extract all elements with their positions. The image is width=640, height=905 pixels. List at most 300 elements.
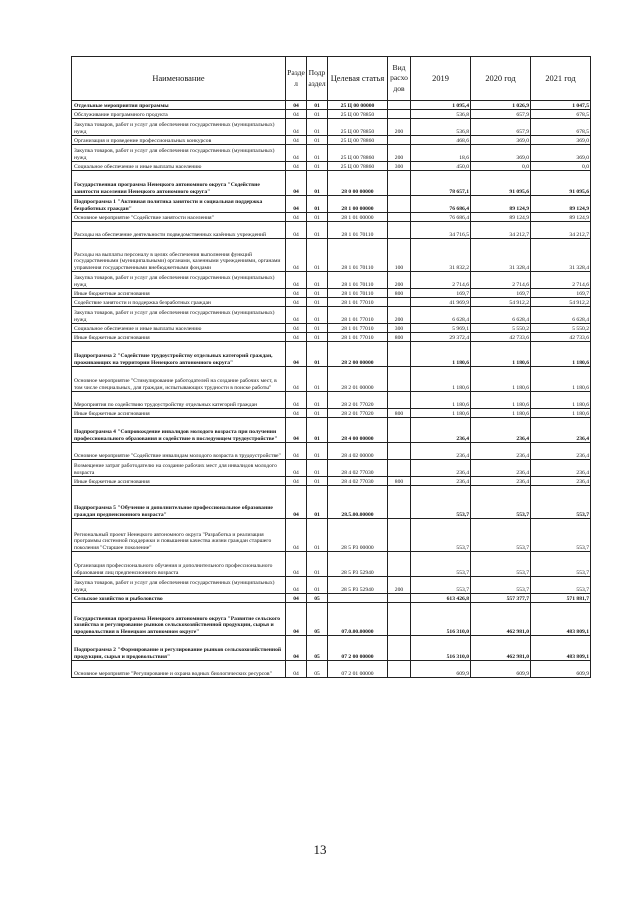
row-value-2019: 2 714,6 (411, 272, 471, 289)
row-value-2019: 34 716,5 (411, 222, 471, 239)
row-target-article: 28 4 02 77030 (328, 477, 388, 486)
row-expense-type: 800 (388, 409, 411, 418)
table-row (72, 145, 591, 162)
row-value-2019: 169,7 (411, 289, 471, 298)
row-name: Закупка товаров, работ и услуг для обеспечения государственных (муниципальных) нужд (72, 577, 286, 594)
table-row (72, 101, 591, 110)
table-row (72, 392, 591, 409)
row-subsection: 01 (307, 222, 328, 239)
row-section: 04 (286, 636, 307, 661)
row-name: Мероприятия по содействию трудоустройству отдельных категорий граждан (72, 392, 286, 409)
row-name: Подпрограмма 2 "Содействие трудоустройству отдельных категорий граждан, проживающих на территории Ненецкого автономного округа" (72, 342, 286, 367)
row-value-2020: 236,4 (471, 460, 531, 477)
row-target-article: 07 2 01 00000 (328, 661, 388, 678)
row-value-2020: 54 912,2 (471, 298, 531, 307)
row-value-2020: 34 212,7 (471, 222, 531, 239)
row-value-2021: 483 809,1 (531, 636, 591, 661)
row-subsection: 01 (307, 486, 328, 519)
table-row (72, 342, 591, 367)
row-expense-type: 100 (388, 239, 411, 272)
table-row (72, 477, 591, 486)
row-target-article: 25 Ц 00 78860 (328, 162, 388, 171)
row-value-2020: 5 550,2 (471, 324, 531, 333)
row-value-2021: 42 733,6 (531, 333, 591, 342)
row-target-article: 25 Ц 00 78850 (328, 110, 388, 119)
row-value-2020: 31 328,4 (471, 239, 531, 272)
row-value-2021: 678,5 (531, 110, 591, 119)
row-target-article: 28 5 P3 52940 (328, 577, 388, 594)
table-row (72, 196, 591, 213)
row-expense-type (388, 636, 411, 661)
row-value-2021: 6 628,4 (531, 307, 591, 324)
row-subsection: 01 (307, 298, 328, 307)
row-target-article: 28 1 01 77010 (328, 324, 388, 333)
table-row (72, 239, 591, 272)
row-value-2019: 1 180,6 (411, 367, 471, 392)
row-target-article (328, 594, 388, 603)
row-value-2019: 613 426,8 (411, 594, 471, 603)
row-name: Государственная программа Ненецкого автономного округа "Содействие занятости населения Ненецкого автономного округа" (72, 171, 286, 196)
row-value-2021: 483 809,1 (531, 603, 591, 636)
row-value-2021: 1 047,5 (531, 101, 591, 110)
row-target-article: 28 1 01 00000 (328, 213, 388, 222)
row-section: 04 (286, 307, 307, 324)
row-value-2020: 2 714,6 (471, 272, 531, 289)
table-row (72, 519, 591, 552)
row-expense-type (388, 594, 411, 603)
row-name: Иные бюджетные ассигнования (72, 409, 286, 418)
header-target: Целевая статья (328, 57, 388, 101)
row-expense-type: 200 (388, 119, 411, 136)
row-value-2020: 553,7 (471, 577, 531, 594)
row-expense-type (388, 101, 411, 110)
row-name: Социальное обеспечение и иные выплаты населению (72, 162, 286, 171)
row-value-2020: 89 124,9 (471, 213, 531, 222)
row-name: Подпрограмма 4 "Сопровождение инвалидов молодого возраста при получении профессионального образования и содействие в последующем трудоустройстве" (72, 418, 286, 443)
row-target-article: 25 Ц 00 78850 (328, 119, 388, 136)
row-expense-type (388, 443, 411, 460)
table-header-row (72, 57, 591, 101)
row-name: Сельское хозяйство и рыболовство (72, 594, 286, 603)
row-value-2019: 536,8 (411, 119, 471, 136)
row-section: 04 (286, 324, 307, 333)
row-value-2020: 657,9 (471, 110, 531, 119)
row-value-2021: 2 714,6 (531, 272, 591, 289)
row-name: Содействие занятости и поддержка безработных граждан (72, 298, 286, 307)
row-value-2021: 89 124,9 (531, 213, 591, 222)
row-value-2021: 571 881,7 (531, 594, 591, 603)
row-value-2021: 1 180,6 (531, 367, 591, 392)
row-value-2019: 536,8 (411, 110, 471, 119)
row-target-article: 07 2 00 00000 (328, 636, 388, 661)
row-value-2019: 553,7 (411, 519, 471, 552)
row-section: 04 (286, 239, 307, 272)
table-row (72, 486, 591, 519)
table-row (72, 443, 591, 460)
row-section: 04 (286, 443, 307, 460)
row-value-2020: 1 026,9 (471, 101, 531, 110)
row-target-article: 28 1 01 77010 (328, 307, 388, 324)
row-value-2021: 91 095,6 (531, 171, 591, 196)
row-value-2020: 1 180,6 (471, 409, 531, 418)
row-section: 04 (286, 101, 307, 110)
row-value-2020: 369,0 (471, 136, 531, 145)
row-expense-type (388, 519, 411, 552)
table-row (72, 136, 591, 145)
row-value-2020: 0,0 (471, 162, 531, 171)
row-value-2021: 236,4 (531, 418, 591, 443)
row-name: Иные бюджетные ассигнования (72, 333, 286, 342)
row-expense-type (388, 460, 411, 477)
row-name: Отдельные мероприятия программы (72, 101, 286, 110)
row-expense-type: 200 (388, 307, 411, 324)
row-section: 04 (286, 594, 307, 603)
row-section: 04 (286, 145, 307, 162)
row-target-article: 28 2 01 00000 (328, 367, 388, 392)
row-value-2021: 236,4 (531, 460, 591, 477)
row-section: 04 (286, 477, 307, 486)
row-target-article: 28 4 02 00000 (328, 443, 388, 460)
row-expense-type (388, 367, 411, 392)
row-name: Организация профессионального обучения и дополнительного профессионального образования лиц предпенсионного возраста (72, 552, 286, 577)
row-value-2019: 236,4 (411, 418, 471, 443)
row-target-article: 28 1 01 77010 (328, 298, 388, 307)
row-subsection: 01 (307, 342, 328, 367)
row-value-2019: 6 628,4 (411, 307, 471, 324)
row-name: Основное мероприятие "Стимулирование работодателей на создание рабочих мест, в том числе специальных, для граждан, испытывающих трудности в поиске работы" (72, 367, 286, 392)
table-row (72, 594, 591, 603)
row-section: 04 (286, 342, 307, 367)
row-value-2019: 236,4 (411, 477, 471, 486)
row-value-2020: 462 981,0 (471, 603, 531, 636)
row-expense-type: 800 (388, 333, 411, 342)
row-target-article: 28 4 02 77030 (328, 460, 388, 477)
row-value-2019: 516 310,0 (411, 603, 471, 636)
row-value-2021: 169,7 (531, 289, 591, 298)
row-value-2020: 1 180,6 (471, 342, 531, 367)
row-value-2019: 516 310,0 (411, 636, 471, 661)
row-name: Закупка товаров, работ и услуг для обеспечения государственных (муниципальных) нужд (72, 119, 286, 136)
row-expense-type (388, 110, 411, 119)
row-subsection: 01 (307, 171, 328, 196)
row-target-article: 25 Ц 00 78860 (328, 145, 388, 162)
row-value-2021: 31 328,4 (531, 239, 591, 272)
header-2020: 2020 год (471, 57, 531, 101)
row-subsection: 05 (307, 603, 328, 636)
row-expense-type: 200 (388, 145, 411, 162)
row-expense-type (388, 136, 411, 145)
row-section: 04 (286, 519, 307, 552)
row-name: Региональный проект Ненецкого автономного округа "Разработка и реализация программы системной поддержки и повышения качества жизни граждан старшего поколения "Старшее поколение" (72, 519, 286, 552)
row-name: Подпрограмма 1 "Активная политика занятости и социальная поддержка безработных граждан" (72, 196, 286, 213)
row-section: 04 (286, 392, 307, 409)
row-value-2020: 236,4 (471, 443, 531, 460)
row-subsection: 01 (307, 392, 328, 409)
table-row (72, 418, 591, 443)
row-value-2021: 34 212,7 (531, 222, 591, 239)
row-expense-type (388, 196, 411, 213)
row-value-2021: 553,7 (531, 519, 591, 552)
row-value-2021: 5 550,2 (531, 324, 591, 333)
row-name: Государственная программа Ненецкого автономного округа "Развитие сельского хозяйства и регулирование рынков сельскохозяйственной продукции, сырья и продовольствия в Ненецком автономном округе" (72, 603, 286, 636)
row-value-2019: 5 969,1 (411, 324, 471, 333)
row-value-2019: 76 686,4 (411, 213, 471, 222)
row-value-2019: 553,7 (411, 552, 471, 577)
row-subsection: 01 (307, 196, 328, 213)
row-target-article: 28 1 01 70110 (328, 289, 388, 298)
row-subsection: 01 (307, 110, 328, 119)
header-subsection: Подр аздел (307, 57, 328, 101)
row-value-2020: 1 180,6 (471, 392, 531, 409)
row-value-2021: 553,7 (531, 486, 591, 519)
table-row (72, 324, 591, 333)
table-row (72, 552, 591, 577)
row-subsection: 01 (307, 289, 328, 298)
row-section: 04 (286, 110, 307, 119)
row-value-2020: 369,0 (471, 145, 531, 162)
row-section: 04 (286, 222, 307, 239)
row-value-2020: 557 377,7 (471, 594, 531, 603)
row-subsection: 01 (307, 213, 328, 222)
row-value-2021: 1 180,6 (531, 392, 591, 409)
row-subsection: 01 (307, 519, 328, 552)
row-name: Основное мероприятие "Содействие инвалидам молодого возраста в трудоустройстве" (72, 443, 286, 460)
row-expense-type (388, 418, 411, 443)
row-value-2020: 169,7 (471, 289, 531, 298)
header-2019: 2019 (411, 57, 471, 101)
row-subsection: 01 (307, 367, 328, 392)
row-subsection: 05 (307, 661, 328, 678)
row-section: 04 (286, 333, 307, 342)
row-subsection: 01 (307, 333, 328, 342)
table-row (72, 333, 591, 342)
row-section: 04 (286, 272, 307, 289)
row-expense-type (388, 392, 411, 409)
row-value-2019: 553,7 (411, 577, 471, 594)
table-row (72, 367, 591, 392)
table-row (72, 603, 591, 636)
table-row (72, 409, 591, 418)
header-2021: 2021 год (531, 57, 591, 101)
row-subsection: 05 (307, 636, 328, 661)
row-expense-type (388, 222, 411, 239)
table-row (72, 171, 591, 196)
row-value-2020: 42 733,6 (471, 333, 531, 342)
row-subsection: 01 (307, 418, 328, 443)
row-value-2021: 1 180,6 (531, 342, 591, 367)
row-value-2020: 462 981,0 (471, 636, 531, 661)
row-value-2021: 89 124,9 (531, 196, 591, 213)
row-section: 04 (286, 460, 307, 477)
row-expense-type: 300 (388, 162, 411, 171)
row-target-article: 25 Ц 00 78860 (328, 136, 388, 145)
row-subsection: 01 (307, 409, 328, 418)
row-expense-type (388, 661, 411, 678)
row-expense-type (388, 298, 411, 307)
row-subsection: 01 (307, 443, 328, 460)
table-row (72, 460, 591, 477)
row-subsection: 01 (307, 145, 328, 162)
row-expense-type: 800 (388, 289, 411, 298)
table-row (72, 307, 591, 324)
row-name: Основное мероприятие "Содействие занятости населения" (72, 213, 286, 222)
row-value-2021: 369,0 (531, 145, 591, 162)
row-value-2021: 54 912,2 (531, 298, 591, 307)
row-value-2019: 1 180,6 (411, 392, 471, 409)
row-value-2020: 553,7 (471, 519, 531, 552)
row-value-2019: 1 095,4 (411, 101, 471, 110)
page-number: 13 (313, 842, 327, 857)
row-expense-type (388, 342, 411, 367)
row-expense-type (388, 171, 411, 196)
row-target-article: 07.0.00.00000 (328, 603, 388, 636)
table-row (72, 298, 591, 307)
row-value-2021: 1 180,6 (531, 409, 591, 418)
row-expense-type (388, 213, 411, 222)
row-section: 04 (286, 171, 307, 196)
row-value-2020: 236,4 (471, 477, 531, 486)
row-value-2019: 236,4 (411, 460, 471, 477)
row-target-article: 28 1 01 70110 (328, 272, 388, 289)
header-section: Разде л (286, 57, 307, 101)
row-value-2021: 369,0 (531, 136, 591, 145)
table-row (72, 119, 591, 136)
row-target-article: 25 Ц 00 00000 (328, 101, 388, 110)
row-expense-type (388, 552, 411, 577)
row-section: 04 (286, 486, 307, 519)
header-expense-type: Вид расхо дов (388, 57, 411, 101)
row-value-2021: 609,9 (531, 661, 591, 678)
row-name: Закупка товаров, работ и услуг для обеспечения государственных (муниципальных) нужд (72, 307, 286, 324)
budget-table-container (71, 56, 590, 678)
budget-table (71, 56, 591, 678)
row-value-2020: 236,4 (471, 418, 531, 443)
row-section: 04 (286, 298, 307, 307)
row-subsection: 01 (307, 577, 328, 594)
row-name: Обслуживание программного продукта (72, 110, 286, 119)
row-name: Иные бюджетные ассигнования (72, 477, 286, 486)
row-value-2020: 89 124,9 (471, 196, 531, 213)
row-value-2020: 553,7 (471, 552, 531, 577)
row-value-2020: 91 095,6 (471, 171, 531, 196)
row-name: Возмещение затрат работодателю на создание рабочих мест для инвалидов молодого возраста (72, 460, 286, 477)
row-subsection: 01 (307, 460, 328, 477)
row-section: 04 (286, 603, 307, 636)
row-subsection: 01 (307, 101, 328, 110)
row-section: 04 (286, 418, 307, 443)
row-value-2019: 1 180,6 (411, 342, 471, 367)
row-section: 04 (286, 552, 307, 577)
row-value-2019: 450,0 (411, 162, 471, 171)
table-row (72, 222, 591, 239)
row-section: 04 (286, 213, 307, 222)
row-section: 04 (286, 661, 307, 678)
row-subsection: 05 (307, 594, 328, 603)
row-name: Основное мероприятие "Регулирование и охрана водных биологических ресурсов" (72, 661, 286, 678)
row-name: Расходы на выплаты персоналу в целях обеспечения выполнения функций государственными (муниципальными) органами, казенными учреждениями, органами управления государственными внебюджетными фондами (72, 239, 286, 272)
row-value-2019: 29 372,4 (411, 333, 471, 342)
row-value-2021: 0,0 (531, 162, 591, 171)
table-row (72, 110, 591, 119)
row-section: 04 (286, 367, 307, 392)
row-name: Закупка товаров, работ и услуг для обеспечения государственных (муниципальных) нужд (72, 272, 286, 289)
row-value-2019: 18,6 (411, 145, 471, 162)
table-row (72, 162, 591, 171)
row-value-2021: 678,5 (531, 119, 591, 136)
row-section: 04 (286, 119, 307, 136)
table-row (72, 289, 591, 298)
row-name: Подпрограмма 5 "Обучение и дополнительное профессиональное образование граждан предпенсионного возраста" (72, 486, 286, 519)
row-value-2020: 609,9 (471, 661, 531, 678)
row-target-article: 28 1 01 77010 (328, 333, 388, 342)
row-value-2019: 609,9 (411, 661, 471, 678)
row-subsection: 01 (307, 119, 328, 136)
row-value-2019: 553,7 (411, 486, 471, 519)
row-target-article: 28 5 P3 52940 (328, 552, 388, 577)
row-subsection: 01 (307, 272, 328, 289)
row-value-2019: 1 180,6 (411, 409, 471, 418)
row-expense-type: 200 (388, 577, 411, 594)
table-row (72, 213, 591, 222)
row-expense-type: 300 (388, 324, 411, 333)
row-value-2019: 76 686,4 (411, 196, 471, 213)
table-row (72, 661, 591, 678)
row-value-2021: 553,7 (531, 552, 591, 577)
row-subsection: 01 (307, 162, 328, 171)
row-target-article: 28 4 00 00000 (328, 418, 388, 443)
row-target-article: 28 0 00 00000 (328, 171, 388, 196)
table-row (72, 636, 591, 661)
row-value-2021: 236,4 (531, 443, 591, 460)
table-row (72, 272, 591, 289)
row-subsection: 01 (307, 324, 328, 333)
header-name: Наименование (72, 57, 286, 101)
row-value-2020: 657,9 (471, 119, 531, 136)
row-value-2019: 78 657,1 (411, 171, 471, 196)
row-value-2019: 41 969,9 (411, 298, 471, 307)
row-value-2021: 553,7 (531, 577, 591, 594)
row-name: Закупка товаров, работ и услуг для обеспечения государственных (муниципальных) нужд (72, 145, 286, 162)
row-name: Расходы на обеспечение деятельности подведомственных казённых учреждений (72, 222, 286, 239)
row-expense-type: 200 (388, 272, 411, 289)
row-value-2021: 236,4 (531, 477, 591, 486)
row-section: 04 (286, 136, 307, 145)
row-section: 04 (286, 162, 307, 171)
row-name: Подпрограмма 2 "Формирование и регулирование рынков сельскохозяйственной продукции, сырья и продовольствия" (72, 636, 286, 661)
row-value-2020: 6 628,4 (471, 307, 531, 324)
table-row (72, 577, 591, 594)
row-target-article: 28.5.00.00000 (328, 486, 388, 519)
row-value-2020: 553,7 (471, 486, 531, 519)
row-target-article: 28 5 P3 00000 (328, 519, 388, 552)
row-target-article: 28 1 00 00000 (328, 196, 388, 213)
row-value-2020: 1 180,6 (471, 367, 531, 392)
row-value-2019: 468,6 (411, 136, 471, 145)
row-target-article: 28 2 00 00000 (328, 342, 388, 367)
row-subsection: 01 (307, 477, 328, 486)
row-section: 04 (286, 196, 307, 213)
row-value-2019: 236,4 (411, 443, 471, 460)
row-section: 04 (286, 409, 307, 418)
row-target-article: 28 1 01 70110 (328, 222, 388, 239)
row-name: Иные бюджетные ассигнования (72, 289, 286, 298)
row-target-article: 28 1 01 70110 (328, 239, 388, 272)
row-subsection: 01 (307, 552, 328, 577)
row-subsection: 01 (307, 136, 328, 145)
row-target-article: 28 2 01 77020 (328, 392, 388, 409)
row-name: Организация и проведение профессиональных конкурсов (72, 136, 286, 145)
row-section: 04 (286, 577, 307, 594)
